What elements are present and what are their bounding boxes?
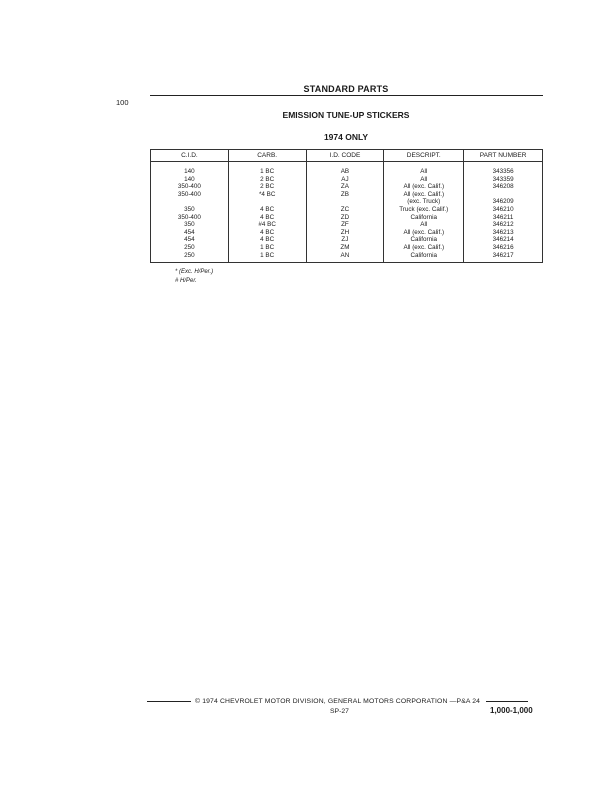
carb-cell: 2 BC: [228, 183, 306, 191]
description-cell: All: [384, 176, 464, 184]
id-code-cell: ZB: [306, 191, 384, 199]
description-cell: All: [384, 221, 464, 229]
section-title: EMISSION TUNE-UP STICKERS: [282, 110, 410, 120]
footer-code: SP-27: [330, 708, 349, 715]
description-cell: Truck (exc. Calif.): [384, 206, 464, 214]
id-code-cell: ZD: [306, 214, 384, 222]
part-number-cell: 343359: [464, 176, 543, 184]
carb-cell: 4 BC: [228, 206, 306, 214]
table-row: [151, 162, 543, 176]
description-cell: California: [384, 214, 464, 222]
carb-cell: 4 BC: [228, 236, 306, 244]
description-cell: All (exc. Calif.): [384, 244, 464, 252]
footer-range: 1,000-1,000: [490, 706, 533, 715]
part-number-cell: 346217: [464, 252, 543, 263]
footer-line: [147, 698, 528, 705]
header-title: STANDARD PARTS: [303, 84, 389, 94]
column-header-part-number: PART NUMBER: [464, 150, 543, 162]
table-row: [151, 176, 543, 184]
footnotes: [175, 268, 213, 286]
description-cell: All (exc. Calif.): [384, 191, 464, 199]
id-code-cell: ZF: [306, 221, 384, 229]
carb-cell: 4 BC: [228, 229, 306, 237]
table-row: [151, 183, 543, 191]
table-body: [151, 162, 543, 263]
id-code-cell: ZH: [306, 229, 384, 237]
id-code-cell: ZC: [306, 206, 384, 214]
carb-cell: 1 BC: [228, 252, 306, 263]
footnote-hper: # H/Per.: [175, 278, 197, 284]
table-row: [151, 236, 543, 244]
carb-cell: 1 BC: [228, 162, 306, 176]
part-number-cell: 343356: [464, 162, 543, 176]
table-row: [151, 206, 543, 214]
carb-cell: 1 BC: [228, 244, 306, 252]
column-header-carb: CARB.: [228, 150, 306, 162]
page-number: 100: [116, 98, 129, 107]
carb-cell: #4 BC: [228, 221, 306, 229]
footer-copyright: © 1974 CHEVROLET MOTOR DIVISION, GENERAL MOTORS CORPORATION —P&A 24: [195, 698, 481, 705]
cid-cell: 250: [151, 252, 229, 263]
column-header-cid: C.I.D.: [151, 150, 229, 162]
carb-cell: [228, 198, 306, 206]
sticker-table: [150, 149, 543, 263]
cid-cell: 350: [151, 206, 229, 214]
column-header-description: DESCRIPT.: [384, 150, 464, 162]
carb-cell: *4 BC: [228, 191, 306, 199]
cid-cell: 140: [151, 162, 229, 176]
table-row: [151, 244, 543, 252]
cid-cell: 350: [151, 221, 229, 229]
subtitle: 1974 ONLY: [323, 132, 369, 142]
id-code-cell: ZJ: [306, 236, 384, 244]
cid-cell: 350-400: [151, 214, 229, 222]
cid-cell: 454: [151, 236, 229, 244]
id-code-cell: AN: [306, 252, 384, 263]
cid-cell: 350-400: [151, 183, 229, 191]
footnote-exc-hper: * (Exc. H/Per.): [175, 269, 214, 275]
header-rule: [150, 95, 543, 96]
description-cell: California: [384, 236, 464, 244]
table-row: [151, 252, 543, 263]
column-header-id-code: I.D. CODE: [306, 150, 384, 162]
description-cell: All (exc. Calif.): [384, 183, 464, 191]
cid-cell: 140: [151, 176, 229, 184]
part-number-cell: 346216: [464, 244, 543, 252]
cid-cell: 350-400: [151, 191, 229, 199]
footer-rule-right: [486, 701, 528, 702]
description-cell: (exc. Truck): [384, 198, 464, 206]
table-row: [151, 221, 543, 229]
description-cell: All: [384, 162, 464, 176]
description-cell: All (exc. Calif.): [384, 229, 464, 237]
carb-cell: 2 BC: [228, 176, 306, 184]
cid-cell: 454: [151, 229, 229, 237]
id-code-cell: [306, 198, 384, 206]
carb-cell: 4 BC: [228, 214, 306, 222]
id-code-cell: ZA: [306, 183, 384, 191]
table-row: [151, 191, 543, 199]
part-number-cell: 346211: [464, 214, 543, 222]
table-row: [151, 229, 543, 237]
id-code-cell: AJ: [306, 176, 384, 184]
part-number-cell: 346210: [464, 206, 543, 214]
id-code-cell: AB: [306, 162, 384, 176]
table-row: [151, 214, 543, 222]
description-cell: California: [384, 252, 464, 263]
part-number-cell: 346212: [464, 221, 543, 229]
part-number-cell: 346214: [464, 236, 543, 244]
part-number-cell: 346208: [464, 183, 543, 191]
part-number-cell: 346209: [464, 198, 543, 206]
cid-cell: 250: [151, 244, 229, 252]
footer-rule-left: [147, 701, 191, 702]
id-code-cell: ZM: [306, 244, 384, 252]
part-number-cell: 346213: [464, 229, 543, 237]
part-number-cell: [464, 191, 543, 199]
cid-cell: [151, 198, 229, 206]
table-row: [151, 198, 543, 206]
table-header-row: [151, 150, 543, 162]
